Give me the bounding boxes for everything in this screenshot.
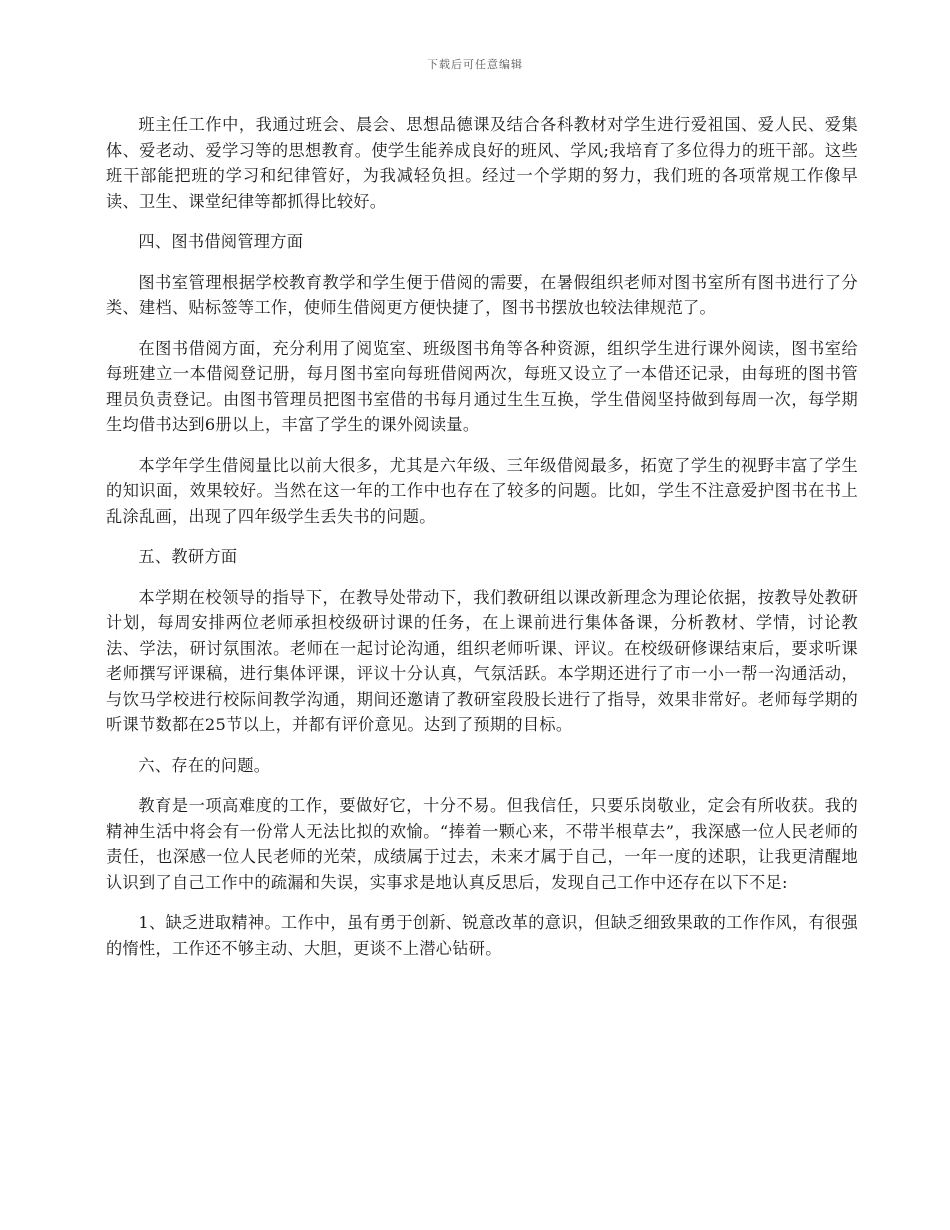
section-heading-teaching-research: 五、教研方面 xyxy=(138,547,238,566)
section-heading-library: 四、图书借阅管理方面 xyxy=(138,232,304,251)
section-heading-problems: 六、存在的问题。 xyxy=(138,755,271,775)
paragraph-class-teacher-work: 班主任工作中，我通过班会、晨会、思想品德课及结合各科教材对学生进行爱祖国、爱人民、爱集体、爱老动、爱学习等的思想教育。使学生能养成良好的班风、学风;我培育了多位得力的班干部。这些班干部能把班的学习和纪律管好，为我减轻负担。经过一个学期的努力，我们班的各项常规工作像早读、卫生、课堂纪律等都抓得比较好。 xyxy=(106,115,858,211)
paragraph-problem-1: 1、缺乏进取精神。工作中，虽有勇于创新、锐意改革的意识，但缺乏细致果敢的工作作风，有很强的惰性，工作还不够主动、大胆，更谈不上潜心钻研。 xyxy=(106,913,858,958)
paragraph-teaching-research: 本学期在校领导的指导下，在教导处带动下，我们教研组以课改新理念为理论依据，按教导处教研计划，每周安排两位老师承担校级研讨课的任务，在上课前进行集体备课，分析教材、学情，讨论教法、学法，研讨氛围浓。老师在一起讨论沟通，组织老师听课、评议。在校级研修课结束后，要求听课老师撰写评课稿，进行集体评课，评议十分认真，气氛活跃。本学期还进行了市一小一帮一沟通活动，与饮马学校进行校际间教学沟通，期间还邀请了教研室段股长进行了指导，效果非常好。老师每学期的听课节数都在25节以上，并都有评价意见。达到了预期的目标。 xyxy=(106,587,858,734)
document-body xyxy=(106,112,858,976)
page-header: 下载后可任意编辑 xyxy=(427,58,523,71)
paragraph-borrowing-results: 本学年学生借阅量比以前大很多，尤其是六年级、三年级借阅最多，拓宽了学生的视野丰富了学生的知识面，效果较好。当然在这一年的工作中也存在了较多的问题。比如，学生不注意爱护图书在书上乱涂乱画，出现了四年级学生丢失书的问题。 xyxy=(106,455,858,526)
paragraph-library-management: 图书室管理根据学校教育教学和学生便于借阅的需要，在暑假组织老师对图书室所有图书进行了分类、建档、贴标签等工作，使师生借阅更方便快捷了，图书书摆放也较法律规范了。 xyxy=(106,272,858,317)
paragraph-book-borrowing: 在图书借阅方面，充分利用了阅览室、班级图书角等各种资源，组织学生进行课外阅读，图书室给每班建立一本借阅登记册，每月图书室向每班借阅两次，每班又设立了一本借还记录，由每班的图书管理员负责登记。由图书管理员把图书室借的书每月通过生生互换，学生借阅坚持做到每周一次，每学期生均借书达到6册以上，丰富了学生的课外阅读量。 xyxy=(106,338,858,434)
paragraph-problems-intro: 教育是一项高难度的工作，要做好它，十分不易。但我信任，只要乐岗敬业，定会有所收获。我的精神生活中将会有一份常人无法比拟的欢愉。“捧着一颗心来，不带半根草去”，我深感一位人民老师的责任，也深感一位人民老师的光荣，成绩属于过去，未来才属于自己，一年一度的述职，让我更清醒地认识到了自己工作中的疏漏和失误，实事求是地认真反思后，发现自己工作中还存在以下不足: xyxy=(106,796,858,892)
